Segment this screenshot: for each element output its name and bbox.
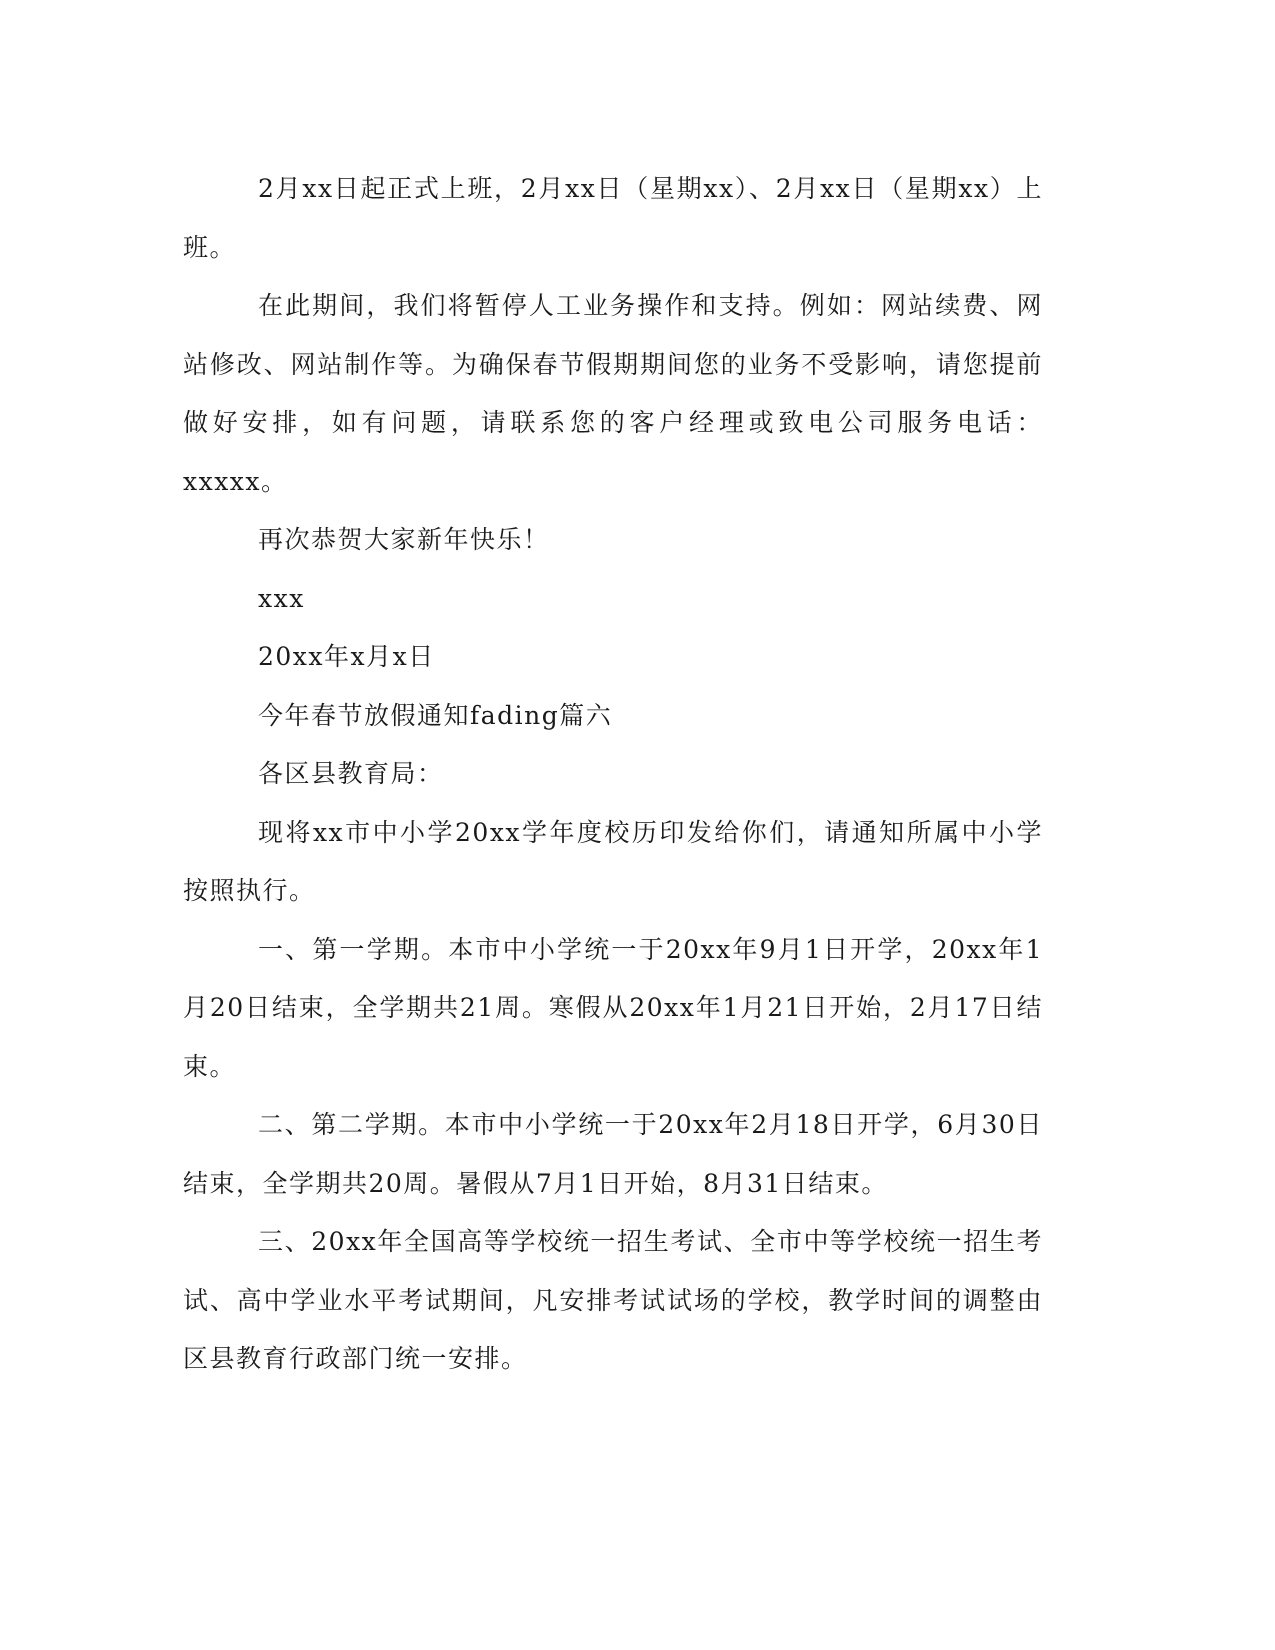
- section-heading: 今年春节放假通知fading篇六: [258, 700, 613, 730]
- paragraph-service-pause: 在此期间，我们将暂停人工业务操作和支持。例如：网站续费、网站修改、网站制作等。为确保春节假期期间您的业务不受影响，请您提前做好安排，如有问题，请联系您的客户经理或致电公司服务电话：xxxxx。: [183, 291, 1043, 496]
- paragraph-exam-arrangement: 三、20xx年全国高等学校统一招生考试、全市中等学校统一招生考试、高中学业水平考试期间，凡安排考试试场的学校，教学时间的调整由区县教育行政部门统一安排。: [183, 1227, 1043, 1373]
- salutation: 各区县教育局：: [258, 759, 444, 788]
- document-body: [183, 160, 1043, 1389]
- signature-name: xxx: [258, 583, 305, 613]
- paragraph-first-semester: 一、第一学期。本市中小学统一于20xx年9月1日开学，20xx年1月20日结束，全学期共21周。寒假从20xx年1月21日开始，2月17日结束。: [183, 934, 1043, 1081]
- paragraph-work-resume: 2月xx日起正式上班，2月xx日（星期xx）、2月xx日（星期xx）上班。: [183, 174, 1043, 262]
- paragraph-intro: 现将xx市中小学20xx学年度校历印发给你们，请通知所属中小学按照执行。: [183, 817, 1043, 905]
- paragraph-second-semester: 二、第二学期。本市中小学统一于20xx年2月18日开学，6月30日结束，全学期共20周。暑假从7月1日开始，8月31日结束。: [183, 1110, 1043, 1198]
- signature-date: 20xx年x月x日: [258, 642, 435, 671]
- paragraph-greeting: 再次恭贺大家新年快乐！: [258, 525, 550, 554]
